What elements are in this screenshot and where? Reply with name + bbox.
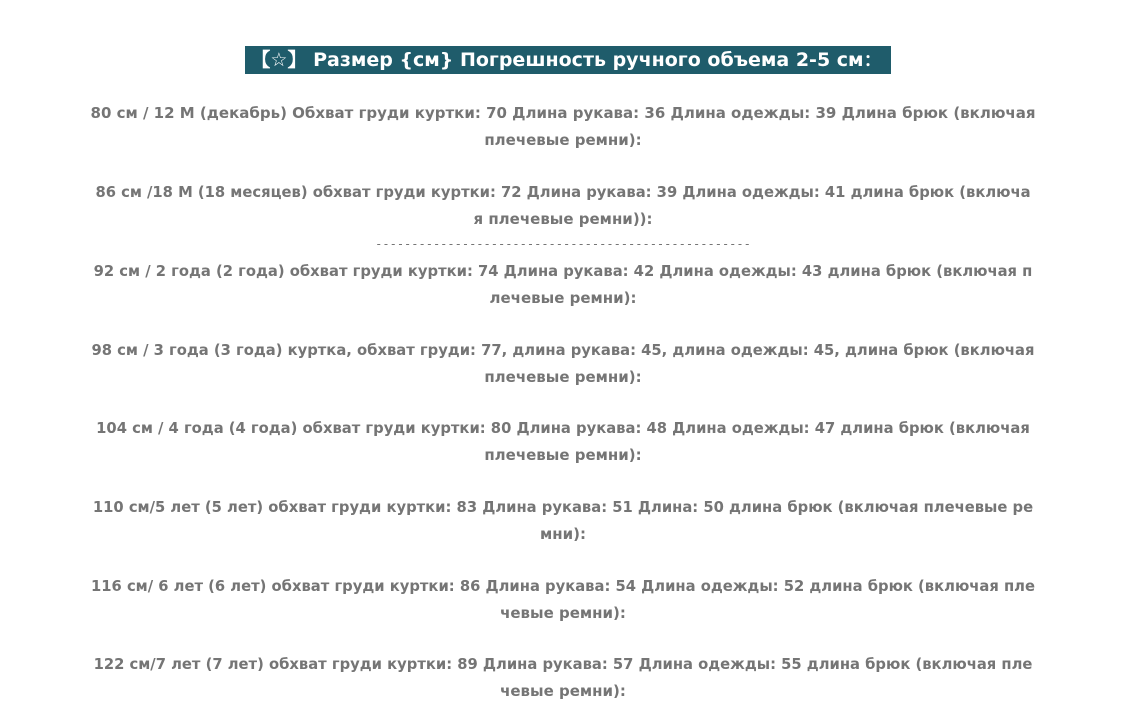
size-entry-122-line1: 122 см/7 лет (7 лет) обхват груди куртки: 89 Длина рукава: 57 Длина одежды: 55 длина брюк (включая пле <box>93 656 1033 673</box>
size-entry-104-line1: 104 см / 4 года (4 года) обхват груди куртки: 80 Длина рукава: 48 Длина одежды: 47 длина брюк (включая <box>96 420 1030 437</box>
size-entry-110-line1: 110 см/5 лет (5 лет) обхват груди куртки: 83 Длина рукава: 51 Длина: 50 длина брюк (включая плечевые ре <box>92 499 1034 516</box>
header-banner-wrap <box>0 46 1136 74</box>
size-entry-98-line1: 98 см / 3 года (3 года) куртка, обхват груди: 77, длина рукава: 45, длина одежды: 45, длина брюк (включая <box>91 342 1035 359</box>
size-chart-title: 【☆】 Размер {см} Погрешность ручного объема 2-5 см： <box>245 46 890 74</box>
size-entry-86-line1: 86 см /18 М (18 месяцев) обхват груди куртки: 72 Длина рукава: 39 Длина одежды: 41 длина брюк (включа <box>95 184 1031 201</box>
size-entry-116-line2: чевые ремни): <box>500 604 626 622</box>
size-entry-92-line2: лечевые ремни): <box>489 289 637 307</box>
size-entry-98-line2: плечевые ремни): <box>484 368 642 386</box>
size-entry-80-line2: плечевые ремни): <box>484 131 642 149</box>
size-entry-86-line2: я плечевые ремни)): <box>473 210 653 228</box>
size-entry-92-line1: 92 см / 2 года (2 года) обхват груди куртки: 74 Длина рукава: 42 Длина одежды: 43 длина брюк (включая п <box>93 263 1033 280</box>
size-entry-122-line2: чевые ремни): <box>500 682 626 700</box>
dashed-divider: ---------------------------------------------------- <box>375 237 751 251</box>
size-entry-104-line2: плечевые ремни): <box>484 446 642 464</box>
size-entry-110-line2: мни): <box>540 525 586 543</box>
size-entry-116-line1: 116 см/ 6 лет (6 лет) обхват груди куртки: 86 Длина рукава: 54 Длина одежды: 52 длина брюк (включая пле <box>91 578 1035 595</box>
size-entry-80-line1: 80 см / 12 М (декабрь) Обхват груди куртки: 70 Длина рукава: 36 Длина одежды: 39 Длина брюк (включая <box>90 104 1036 122</box>
